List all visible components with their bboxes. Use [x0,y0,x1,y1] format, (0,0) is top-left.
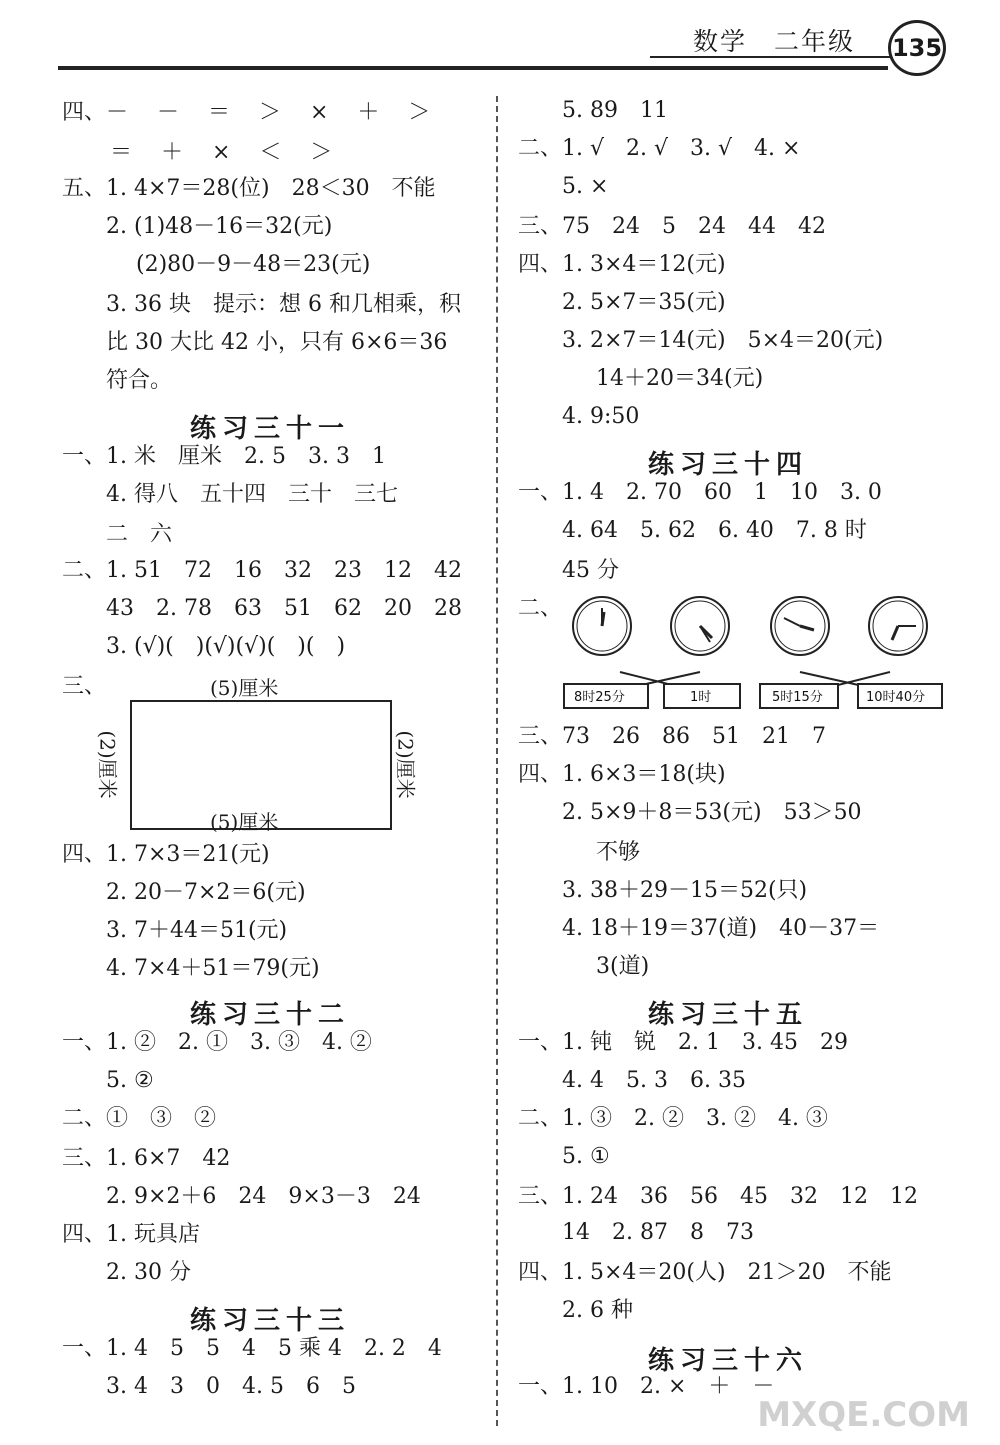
answer-line: 一、1. 钝 锐 2. 1 3. 45 29 [518,1030,848,1055]
answer-line: 比 30 大比 42 小，只有 6×6＝36 [106,330,448,355]
answer-line: 3. 2×7＝14(元) 5×4＝20(元) [562,328,884,353]
answer-line: 2. 20－7×2＝6(元) [106,880,306,905]
answer-line: 43 2. 78 63 51 62 20 28 [106,596,462,621]
answer-line: 4. 9:50 [562,404,640,429]
answer-line: 3. 4 3 0 4. 5 6 5 [106,1374,356,1399]
answer-line: 三、1. 24 36 56 45 32 12 12 [518,1184,918,1209]
answer-line: 5. ① [562,1144,610,1169]
clock-matching-figure [560,592,950,716]
answer-line: 一、1. 4 5 5 4 5 乘 4 2. 2 4 [62,1336,442,1361]
answer-line: 二、 [518,596,563,621]
rect-right-label: (2)厘米 [393,730,418,799]
answer-line: 三、73 26 86 51 21 7 [518,724,826,749]
clock-icon [671,597,729,655]
answer-line: 2. 6 种 [562,1298,633,1323]
answer-line: 4. 得八 五十四 三十 三七 [106,482,398,507]
answer-line: 3. (√)( )(√)(√)( )( ) [106,634,346,659]
answer-line: 二、1. 51 72 16 32 23 12 42 [62,558,462,583]
answer-line: 4. 18＋19＝37(道) 40－37＝ [562,916,880,941]
header-rule [58,66,888,70]
section-title: 练习三十二 [190,1000,351,1030]
answer-line: 一、1. ② 2. ① 3. ③ 4. ② [62,1030,372,1055]
answer-line: 四、1. 玩具店 [62,1222,200,1247]
column-divider [496,96,498,1426]
answer-line: 三、 [62,674,107,699]
answer-line: 4. 4 5. 3 6. 35 [562,1068,746,1093]
answer-line: 4. 64 5. 62 6. 40 7. 8 时 [562,518,867,543]
answer-line: 二 六 [106,522,173,547]
answer-line: 14＋20＝34(元) [596,366,764,391]
answer-line: 二、1. ③ 2. ② 3. ② 4. ③ [518,1106,828,1131]
header-title: 数学 二年级 [693,27,856,56]
rect-bottom-label: (5)厘米 [210,810,279,834]
answer-line: 2. 5×7＝35(元) [562,290,726,315]
clock-label: 10时40分 [866,690,926,705]
rect-top-label: (5)厘米 [210,676,279,700]
clock-label: 1时 [690,690,712,705]
answer-line: 3. 7＋44＝51(元) [106,918,288,943]
answer-line: 45 分 [562,558,619,583]
answer-line: 2. 30 分 [106,1260,191,1285]
answer-line: 不够 [596,840,641,865]
answer-line: 三、75 24 5 24 44 42 [518,214,826,239]
answer-line: 一、1. 4 2. 70 60 1 10 3. 0 [518,480,882,505]
clock-label: 5时15分 [772,690,823,705]
answer-line: ＝ ＋ × ＜ ＞ [110,140,333,165]
section-title: 练习三十一 [190,414,351,444]
rectangle-figure [95,668,430,838]
answer-line: 四、1. 3×4＝12(元) [518,252,726,277]
answer-line: 5. 89 11 [562,98,668,123]
answer-line: 3. 36 块 提示：想 6 和几相乘，积 [106,292,461,317]
clock-label: 8时25分 [574,690,625,705]
clock-icon [869,597,927,655]
answer-line: 一、1. 10 2. × ＋ － [518,1374,775,1399]
answer-line: 四、－ － ＝ ＞ × ＋ ＞ [62,100,431,125]
answer-line: 三、1. 6×7 42 [62,1146,231,1171]
answer-line: 2. (1)48－16＝32(元) [106,214,333,239]
watermark [757,1395,970,1435]
answer-line: 符合。 [106,368,173,393]
answer-line: 2. 5×9＋8＝53(元) 53＞50 [562,800,862,825]
answer-line: 四、1. 7×3＝21(元) [62,842,270,867]
answer-line: 四、1. 5×4＝20(人) 21＞20 不能 [518,1260,892,1285]
answer-line: 4. 7×4＋51＝79(元) [106,956,320,981]
clock-icon [771,597,829,655]
answer-line: 2. 9×2＋6 24 9×3－3 24 [106,1184,421,1209]
answer-line: 二、① ③ ② [62,1106,217,1131]
answer-line: 二、1. √ 2. √ 3. √ 4. × [518,136,801,161]
section-title: 练习三十四 [648,450,809,480]
answer-line: 5. × [562,174,609,199]
answer-line: 5. ② [106,1068,154,1093]
section-title: 练习三十六 [648,1346,809,1376]
answer-line: 14 2. 87 8 73 [562,1220,754,1245]
answer-line: 3. 38＋29－15＝52(只) [562,878,808,903]
answer-line: 一、1. 米 厘米 2. 5 3. 3 1 [62,444,386,469]
section-title: 练习三十五 [648,1000,809,1030]
answer-line: (2)80－9－48＝23(元) [136,252,371,277]
header-rule-thin [650,56,890,58]
section-title: 练习三十三 [190,1306,351,1336]
rect-left-label: (2)厘米 [95,730,120,799]
page-number: 135 [888,20,946,76]
answer-line: 3(道) [596,954,650,979]
answer-line: 五、1. 4×7＝28(位) 28＜30 不能 [62,176,436,201]
watermark-text: MXQE.COM [757,1395,970,1435]
answer-line: 四、1. 6×3＝18(块) [518,762,726,787]
clock-icon [573,597,631,655]
